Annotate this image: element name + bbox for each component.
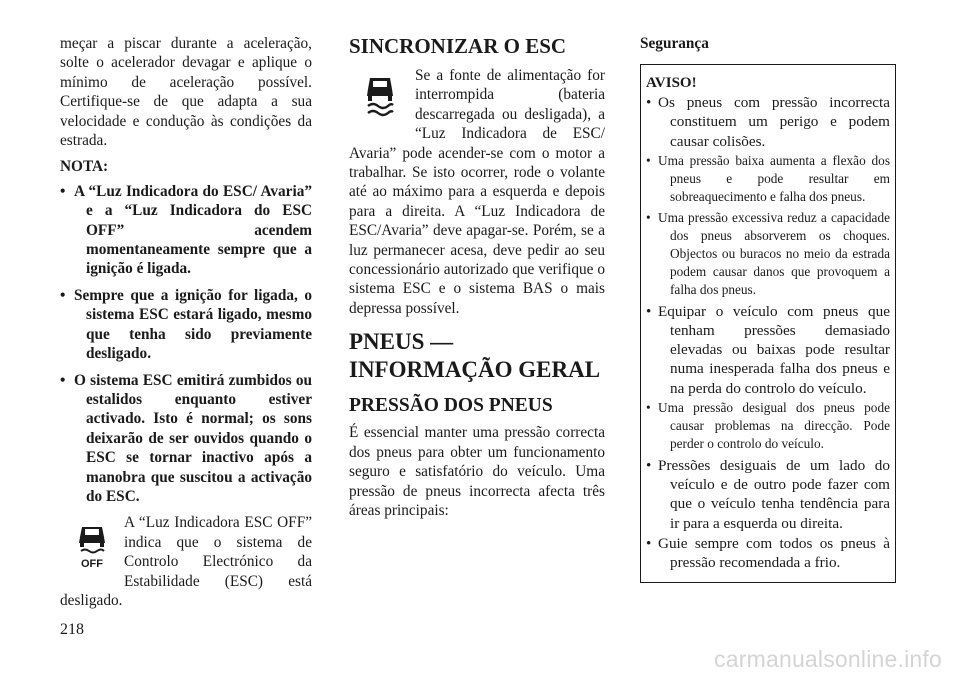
page-number: 218 <box>60 621 84 638</box>
pressure-paragraph: É essencial manter uma pressão correcta dos pneus para obter um funcionamento seguro e satisfatório do veículo. Uma pressão de pneus incorrecta afecta três áreas principais: <box>349 424 605 519</box>
warning-title: AVISO! <box>646 75 697 91</box>
warning-item: • Os pneus com pressão incorrecta constituem um perigo e podem causar colisões. <box>646 94 890 150</box>
heading-tire-pressure: PRESSÃO DOS PNEUS <box>349 395 553 417</box>
column-middle <box>349 34 605 520</box>
section-title-safety: Segurança <box>640 35 709 52</box>
esc-off-indicator-icon <box>60 513 124 589</box>
warning-list <box>646 93 890 572</box>
warning-box <box>640 64 896 583</box>
column-left <box>60 34 312 610</box>
car-skid-warning-icon <box>363 74 397 118</box>
esc-off-icon-text: OFF <box>81 558 103 570</box>
column-right <box>640 34 896 583</box>
watermark-text: carmanualsonline.info <box>714 646 942 672</box>
note-item: • O sistema ESC emitirá zumbidos ou estalidos enquanto estiver activado. Isto é normal; os sons deixarão de ser ouvidos quando o ESC se tornar inactivo após a manobra que suscitou a activação do ESC. <box>60 371 312 505</box>
warning-item: • Pressões desiguais de um lado do veículo e de outro pode fazer com que o veículo tenha tendência para ir para a esquerda ou direita. <box>646 456 890 532</box>
warning-item: • Uma pressão baixa aumenta a flexão dos pneus e pode resultar em sobreaquecimento e falha dos pneus. <box>646 152 890 205</box>
note-label: NOTA: <box>60 158 109 176</box>
heading-tires-general: PNEUS — INFORMAÇÃO GERAL <box>349 329 601 383</box>
esc-off-paragraph: A “Luz Indicadora ESC OFF” indica que o sistema de Controlo Electrónico da Estabilidade (ESC) está desligado. <box>60 514 312 609</box>
warning-item: • Uma pressão desigual dos pneus pode causar problemas na direcção. Pode perder o controlo do veículo. <box>646 400 890 452</box>
esc-malfunction-indicator-icon <box>349 66 415 140</box>
heading-sync-esc: SINCRONIZAR O ESC <box>349 34 567 58</box>
warning-item: • Uma pressão excessiva reduz a capacidade dos pneus absorverem os choques. Objectos ou buracos no meio da estrada podem causar danos que provoquem a falha dos pneus. <box>646 209 890 298</box>
car-skid-icon <box>76 523 108 569</box>
sync-paragraph: Se a fonte de alimentação for interrompida (bateria descarregada ou desligada), a “Luz Indicadora de ESC/ Avaria” pode acender-se com o motor a trabalhar. Se isto ocorrer, rode o volante até ao máximo para a esquerda e depois para a direita. A “Luz Indicadora de ESC/Avaria” deve apagar-se. Porém, se a luz permanecer acesa, deve pedir ao seu concessionário autorizado que verifique o sistema ESC e o sistema BAS o mais depressa possível. <box>349 67 605 317</box>
note-list <box>60 182 312 507</box>
warning-item: • Equipar o veículo com pneus que tenham pressões demasiado elevadas ou baixas pode resultar numa inesperada falha dos pneus e na perda do controlo do veículo. <box>646 302 890 397</box>
esc-off-block <box>60 513 312 610</box>
sync-block <box>349 66 605 318</box>
warning-item: • Guie sempre com todos os pneus à pressão recomendada a frio. <box>646 534 890 572</box>
intro-paragraph: meçar a piscar durante a aceleração, solte o acelerador devagar e aplique o mínimo de aceleração possível. Certifique-se de que adapta a sua velocidade e condução às condições da estrada. <box>60 35 312 150</box>
note-item: • A “Luz Indicadora do ESC/ Avaria” e a “Luz Indicadora do ESC OFF” acendem momentaneamente sempre que a ignição é ligada. <box>60 182 312 278</box>
note-item: • Sempre que a ignição for ligada, o sistema ESC estará ligado, mesmo que tenha sido previamente desligado. <box>60 286 312 363</box>
